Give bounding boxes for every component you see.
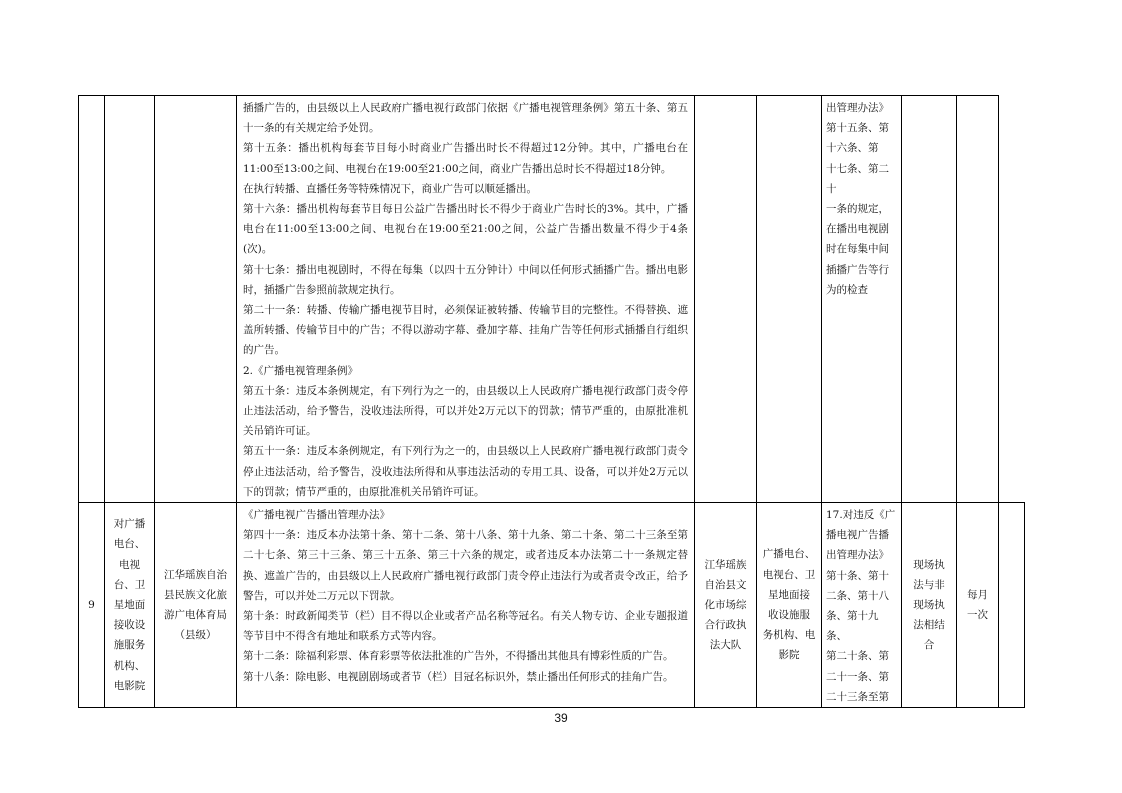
department-line: 游广电体育局	[164, 609, 227, 622]
legal-basis-cell	[237, 503, 695, 708]
basis-line: 第十五条、第	[826, 122, 889, 135]
method-line: 法相结	[913, 619, 945, 632]
basis-line: 第二十条、第	[826, 650, 889, 663]
legal-paragraph: 第十六条：播出机构每套节目每日公益广告播出时长不得少于商业广告时长的3%。其中，广播电台在11:00至13:00之间、电视台在19:00至21:00之间，公益广告播出数量不得少于4条(次)。	[243, 203, 688, 256]
legal-paragraph: 第五十一条：违反本条例规定，有下列行为之一的，由县级以上人民政府广播电视行政部门责令停止违法活动，给予警告，没收违法所得和从事违法活动的专用工具、设备，可以并处2万元以下的罚款；情节严重的，由原批准机关吊销许可证。	[243, 445, 688, 498]
legal-paragraph: 第十八条：除电影、电视剧剧场或者节（栏）目冠名标识外，禁止播出任何形式的挂角广告。	[243, 670, 674, 683]
item-line: 电视	[119, 558, 140, 571]
department-line: （县级）	[174, 629, 217, 642]
inspection-table	[78, 95, 1025, 708]
method-line: 现场执	[913, 598, 945, 611]
target-cell	[757, 96, 822, 503]
legal-paragraph: 2.《广播电视管理条例》	[243, 364, 359, 377]
enforcer-cell	[695, 96, 757, 503]
basis-line: 时在每集中间	[826, 243, 889, 256]
basis-line: 播电视广告播	[826, 529, 889, 542]
row-number: 9	[88, 598, 95, 611]
table-row	[79, 96, 1025, 503]
enforcer-line: 合行政执	[704, 619, 747, 632]
basis-line: 出管理办法》	[826, 102, 889, 114]
legal-paragraph: 插播广告的，由县级以上人民政府广播电视行政部门依据《广播电视管理条例》第五十条、第五十一条的有关规定给予处罚。	[243, 102, 688, 135]
item-line: 施服务	[113, 639, 146, 652]
basis-line: 二十三条至第	[826, 690, 889, 703]
frequency-line: 每月	[967, 588, 988, 601]
item-line: 电台、	[113, 538, 146, 551]
basis-line: 17.对违反《广	[826, 509, 896, 522]
method-cell	[902, 503, 957, 708]
legal-paragraph: 在执行转播、直播任务等特殊情况下，商业广告可以顺延播出。	[243, 182, 537, 195]
basis-line: 二十一条、第	[826, 670, 889, 683]
department-line: 县民族文化旅	[164, 588, 227, 601]
legal-paragraph: 第十七条：播出电视剧时，不得在每集（以四十五分钟计）中间以任何形式插播广告。播出电影时，插播广告参照前款规定执行。	[243, 263, 688, 296]
basis-line: 插播广告等行	[826, 263, 889, 276]
number-cell	[79, 503, 105, 708]
enforcer-line: 法大队	[709, 639, 742, 652]
item-line: 接收设	[113, 619, 146, 632]
target-line: 收设施服	[768, 609, 810, 622]
target-line: 务机构、电	[762, 629, 816, 642]
basis-line: 十六条、第	[826, 142, 879, 155]
legal-paragraph: 第四十一条：违反本办法第十条、第十二条、第十八条、第十九条、第二十条、第二十三条至第二十七条、第三十三条、第三十五条、第三十六条的规定，或者违反本办法第二十一条规定替换、遮盖广告的，由县级以上人民政府广播电视行政部门责令停止违法行为或者责令改正，给予警告，可以并处二万元以下罚款。	[243, 529, 688, 602]
target-line: 电视台、卫	[762, 568, 816, 581]
legal-paragraph: 第二十一条：转播、传输广播电视节目时，必须保证被转播、传输节目的完整性。不得替换、遮盖所转播、传输节目中的广告；不得以游动字幕、叠加字幕、挂角广告等任何形式插播自行组织的广告。	[243, 304, 688, 357]
item-line: 星地面	[113, 598, 146, 611]
enforcer-cell	[695, 503, 757, 708]
legal-paragraph: 第十二条：除福利彩票、体育彩票等依法批准的广告外，不得播出其他具有博彩性质的广告。	[243, 650, 674, 663]
item-line: 机构、	[113, 659, 146, 672]
table-row	[79, 503, 1025, 708]
basis-line: 一条的规定，	[826, 203, 889, 216]
method-line: 合	[923, 639, 935, 652]
method-cell	[902, 96, 957, 503]
department-line: 江华瑶族自治	[164, 568, 227, 581]
item-cell	[105, 96, 155, 503]
page-number: 39	[554, 711, 568, 725]
inspection-basis-cell	[822, 503, 902, 708]
frequency-cell	[957, 96, 999, 503]
basis-line: 第十条、第十	[826, 569, 889, 582]
basis-line: 十七条、第二十	[826, 162, 889, 195]
item-line: 台、卫	[113, 578, 146, 591]
department-cell	[155, 503, 237, 708]
basis-line: 在播出电视剧	[826, 223, 889, 236]
method-line: 法与非	[913, 578, 945, 591]
target-line: 影院	[778, 649, 800, 662]
number-cell	[79, 96, 105, 503]
target-cell	[757, 503, 822, 708]
department-cell	[155, 96, 237, 503]
legal-paragraph: 《广播电视广告播出管理办法》	[243, 509, 390, 522]
legal-paragraph: 第五十条：违反本条例规定，有下列行为之一的，由县级以上人民政府广播电视行政部门责令停止违法活动，给予警告，没收违法所得，可以并处2万元以下的罚款；情节严重的，由原批准机关吊销许可证。	[243, 384, 688, 438]
item-cell	[105, 503, 155, 708]
enforcer-line: 江华瑶族	[704, 558, 747, 571]
method-line: 现场执	[913, 558, 945, 571]
legal-paragraph: 第十条：时政新闻类节（栏）目不得以企业或者产品名称等冠名。有关人物专访、企业专题报道等节目中不得含有地址和联系方式等内容。	[243, 610, 688, 643]
target-line: 广播电台、	[762, 548, 816, 561]
frequency-line: 一次	[967, 609, 988, 622]
basis-line: 二条、第十八	[826, 589, 889, 602]
basis-line: 为的检查	[826, 283, 868, 296]
basis-line: 出管理办法》	[826, 549, 889, 562]
basis-line: 条、第十九条、	[826, 610, 879, 643]
frequency-cell	[957, 503, 999, 708]
inspection-basis-cell	[822, 96, 902, 503]
item-line: 电影院	[113, 679, 146, 692]
enforcer-line: 自治县文	[704, 578, 747, 591]
enforcer-line: 化市场综	[704, 598, 747, 611]
remark-cell	[999, 503, 1025, 708]
target-line: 星地面接	[768, 588, 810, 601]
legal-paragraph: 第十五条：播出机构每套节目每小时商业广告播出时长不得超过12分钟。其中，广播电台在11:00至13:00之间、电视台在19:00至21:00之间，商业广告播出总时长不得超过18分钟。	[243, 142, 688, 175]
item-line: 对广播	[113, 518, 146, 531]
legal-basis-cell	[237, 96, 695, 503]
